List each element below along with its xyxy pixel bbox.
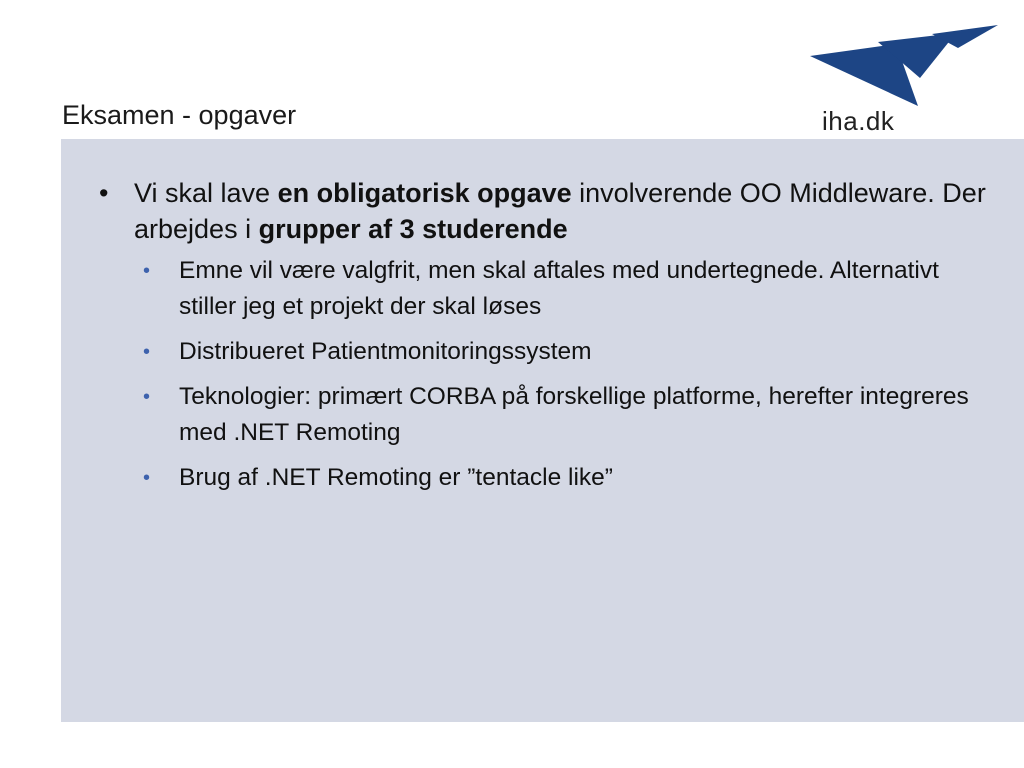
main-bullet-bold-2: grupper af 3 studerende xyxy=(258,214,568,244)
sub-bullet xyxy=(61,379,991,451)
bullet-marker: • xyxy=(99,178,109,208)
main-bullet-text-2: involverende OO Middleware. Der arbejdes i xyxy=(134,178,986,244)
sub-bullet-marker: • xyxy=(143,386,151,408)
main-bullet xyxy=(61,175,991,496)
sub-bullet xyxy=(61,460,991,496)
sub-bullet-list xyxy=(134,253,991,496)
main-bullet-text-1: Vi skal lave xyxy=(134,178,278,208)
sub-bullet xyxy=(61,334,991,370)
sub-bullet-text: Brug af .NET Remoting er ”tentacle like” xyxy=(179,464,613,491)
sub-bullet-text: Teknologier: primært CORBA på forskellige platforme, herefter integreres med .NET Remoting xyxy=(179,383,969,446)
sub-bullet-marker: • xyxy=(143,341,151,363)
slide-title: Eksamen - opgaver xyxy=(62,100,297,130)
iha-logo xyxy=(808,18,1008,138)
main-bullet-bold-1: en obligatorisk opgave xyxy=(277,178,572,208)
sub-bullet xyxy=(61,253,991,325)
logo-text: iha.dk xyxy=(822,106,895,136)
sub-bullet-marker: • xyxy=(143,467,151,489)
sub-bullet-marker: • xyxy=(143,260,151,282)
iha-logo-icon xyxy=(808,18,1008,108)
sub-bullet-text: Distribueret Patientmonitoringssystem xyxy=(179,338,592,365)
bullet-list xyxy=(61,175,991,505)
content-panel xyxy=(61,139,1024,722)
sub-bullet-text: Emne vil være valgfrit, men skal aftales med undertegnede. Alternativt stiller jeg et projekt der skal løses xyxy=(179,257,939,320)
